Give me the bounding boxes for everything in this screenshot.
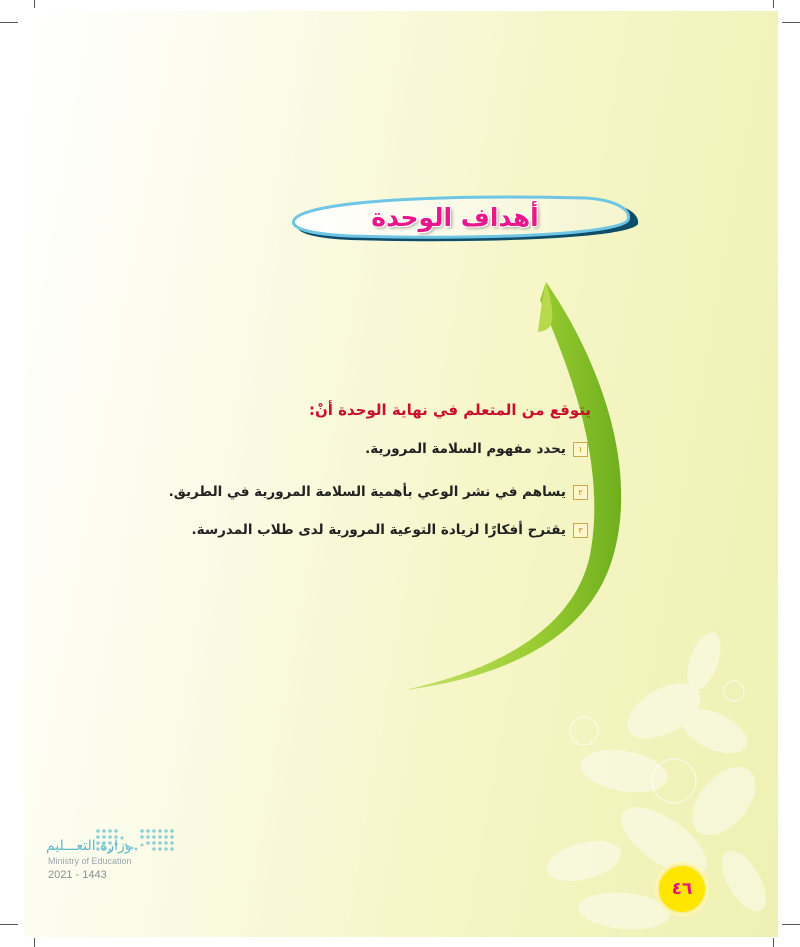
edition-year: 2021 - 1443 [48, 869, 107, 881]
page-title: أهداف الوحدة [371, 202, 539, 232]
objective-number: ١ [573, 442, 588, 457]
objective-text: يساهم في نشر الوعي بأهمية السلامة المرورية في الطريق. [168, 484, 566, 500]
page-number-badge: ٤٦ [657, 864, 707, 914]
objective-text: يقترح أفكارًا لزيادة التوعية المرورية لدى طلاب المدرسة. [191, 522, 566, 538]
ministry-name-english: Ministry of Education [48, 856, 132, 866]
objective-item [192, 522, 588, 538]
objective-number: ٢ [573, 485, 588, 500]
objective-item [169, 484, 588, 500]
objective-text: يحدد مفهوم السلامة المرورية. [365, 441, 566, 457]
objectives-intro: يتوقع من المتعلم في نهاية الوحدة أنْ: [309, 401, 591, 419]
ministry-name-arabic: وزارة التعـــليم [46, 838, 132, 854]
objective-number: ٣ [573, 523, 588, 538]
objective-item [365, 441, 588, 457]
